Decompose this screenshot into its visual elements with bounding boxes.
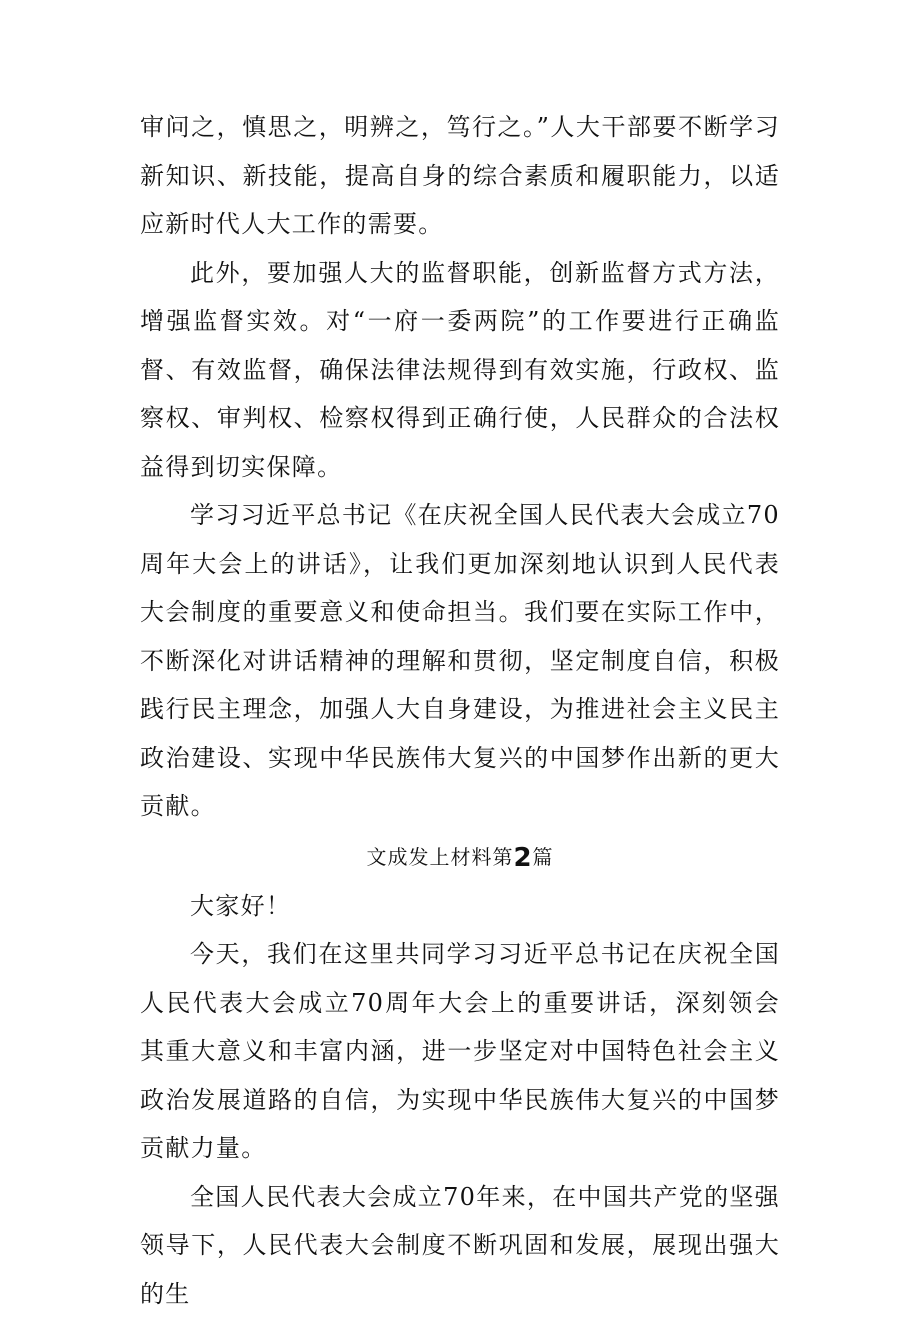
paragraph-continuation: 审问之，慎思之，明辨之，笃行之。”人大干部要不断学习新知识、新技能，提高自身的综合素质和履职能力，以适应新时代人大工作的需要。 bbox=[140, 103, 780, 249]
document-body bbox=[140, 103, 780, 1318]
paragraph-today: 今天，我们在这里共同学习习近平总书记在庆祝全国人民代表大会成立70周年大会上的重要讲话，深刻领会其重大意义和丰富内涵，进一步坚定对中国特色社会主义政治发展道路的自信，为实现中华民族伟大复兴的中国梦贡献力量。 bbox=[140, 930, 780, 1173]
section-heading-prefix: 文成发上材料第 bbox=[366, 845, 513, 869]
paragraph-supervision: 此外，要加强人大的监督职能，创新监督方式方法，增强监督实效。对“一府一委两院”的工作要进行正确监督、有效监督，确保法律法规得到有效实施，行政权、监察权、审判权、检察权得到正确行使，人民群众的合法权益得到切实保障。 bbox=[140, 249, 780, 492]
paragraph-70-years: 全国人民代表大会成立70年来，在中国共产党的坚强领导下，人民代表大会制度不断巩固和发展，展现出强大的生 bbox=[140, 1173, 780, 1318]
section-heading-suffix: 篇 bbox=[533, 845, 554, 869]
greeting: 大家好！ bbox=[140, 882, 780, 931]
section-heading-number: 2 bbox=[513, 843, 532, 873]
paragraph-study-speech: 学习习近平总书记《在庆祝全国人民代表大会成立70周年大会上的讲话》，让我们更加深刻地认识到人民代表大会制度的重要意义和使命担当。我们要在实际工作中，不断深化对讲话精神的理解和贯彻，坚定制度自信，积极践行民主理念，加强人大自身建设，为推进社会主义民主政治建设、实现中华民族伟大复兴的中国梦作出新的更大贡献。 bbox=[140, 491, 780, 831]
section-heading bbox=[140, 833, 780, 882]
